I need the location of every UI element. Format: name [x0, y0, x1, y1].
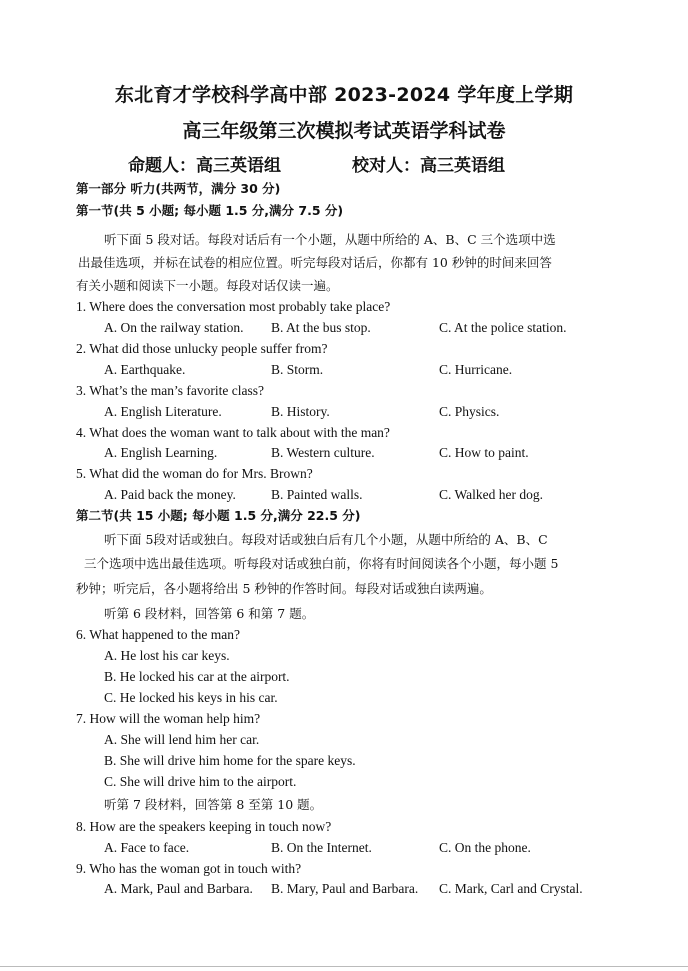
- question-1: 1. Where does the conversation most probably take place?: [76, 299, 391, 314]
- question-1-option-b: B. At the bus stop.: [271, 320, 371, 335]
- question-5-option-a: A. Paid back the money.: [104, 487, 236, 502]
- question-5: 5. What did the woman do for Mrs. Brown?: [76, 466, 313, 481]
- question-7-option-a: A. She will lend him her car.: [104, 732, 260, 747]
- question-1-option-a: A. On the railway station.: [104, 320, 244, 335]
- material-6-note: 听第 6 段材料，回答第 6 和第 7 题。: [104, 606, 315, 621]
- section1-instructions-line1: 听下面 5 段对话。每段对话后有一个小题，从题中所给的 A、B、C 三个选项中选: [104, 232, 556, 247]
- exam-title-line2: 高三年级第三次模拟考试英语学科试卷: [182, 120, 506, 142]
- exam-title-line1: 东北育才学校科学高中部 2023-2024 学年度上学期: [114, 84, 574, 106]
- question-4-option-c: C. How to paint.: [439, 445, 529, 460]
- question-9-option-b: B. Mary, Paul and Barbara.: [271, 881, 419, 896]
- section2-instructions-line3: 秒钟；听完后，各小题将给出 5 秒钟的作答时间。每段对话或独白读两遍。: [76, 581, 492, 596]
- question-3-option-b: B. History.: [271, 404, 330, 419]
- proofreader-label: 校对人：高三英语组: [352, 156, 505, 176]
- section1-instructions-line2: 出最佳选项，并标在试卷的相应位置。听完每段对话后，你都有 10 秒钟的时间来回答: [78, 255, 552, 270]
- section2-title: 第二节(共 15 小题; 每小题 1.5 分,满分 22.5 分): [76, 508, 361, 523]
- question-7-option-b: B. She will drive him home for the spare keys.: [104, 753, 356, 768]
- page-bottom-divider: [0, 966, 688, 967]
- question-4-option-b: B. Western culture.: [271, 445, 375, 460]
- question-5-option-b: B. Painted walls.: [271, 487, 363, 502]
- question-7: 7. How will the woman help him?: [76, 711, 261, 726]
- question-4: 4. What does the woman want to talk about with the man?: [76, 425, 390, 440]
- section1-title: 第一节(共 5 小题; 每小题 1.5 分,满分 7.5 分): [76, 203, 344, 218]
- question-1-option-c: C. At the police station.: [439, 320, 567, 335]
- question-9: 9. Who has the woman got in touch with?: [76, 861, 302, 876]
- question-2: 2. What did those unlucky people suffer from?: [76, 341, 328, 356]
- question-6-option-b: B. He locked his car at the airport.: [104, 669, 290, 684]
- question-3: 3. What’s the man’s favorite class?: [76, 383, 264, 398]
- question-6-option-c: C. He locked his keys in his car.: [104, 690, 278, 705]
- question-7-option-c: C. She will drive him to the airport.: [104, 774, 297, 789]
- question-3-option-c: C. Physics.: [439, 404, 500, 419]
- question-8-option-c: C. On the phone.: [439, 840, 531, 855]
- question-6-option-a: A. He lost his car keys.: [104, 648, 230, 663]
- question-2-option-b: B. Storm.: [271, 362, 324, 377]
- question-2-option-c: C. Hurricane.: [439, 362, 513, 377]
- question-8-option-b: B. On the Internet.: [271, 840, 372, 855]
- question-6: 6. What happened to the man?: [76, 627, 240, 642]
- question-4-option-a: A. English Learning.: [104, 445, 218, 460]
- section1-instructions-line3: 有关小题和阅读下一小题。每段对话仅读一遍。: [76, 278, 339, 293]
- section2-instructions-line1: 听下面 5段对话或独白。每段对话或独白后有几个小题，从题中所给的 A、B、C: [104, 532, 548, 547]
- material-7-note: 听第 7 段材料，回答第 8 至第 10 题。: [104, 797, 323, 812]
- question-5-option-c: C. Walked her dog.: [439, 487, 544, 502]
- question-9-option-a: A. Mark, Paul and Barbara.: [104, 881, 253, 896]
- question-3-option-a: A. English Literature.: [104, 404, 222, 419]
- question-2-option-a: A. Earthquake.: [104, 362, 186, 377]
- section2-instructions-line2: 三个选项中选出最佳选项。听每段对话或独白前，你将有时间阅读各个小题，每小题 5: [84, 556, 559, 571]
- question-8-option-a: A. Face to face.: [104, 840, 190, 855]
- part1-title: 第一部分 听力(共两节，满分 30 分): [76, 181, 281, 196]
- question-9-option-c: C. Mark, Carl and Crystal.: [439, 881, 583, 896]
- author-label: 命题人：高三英语组: [128, 156, 281, 176]
- question-8: 8. How are the speakers keeping in touch now?: [76, 819, 332, 834]
